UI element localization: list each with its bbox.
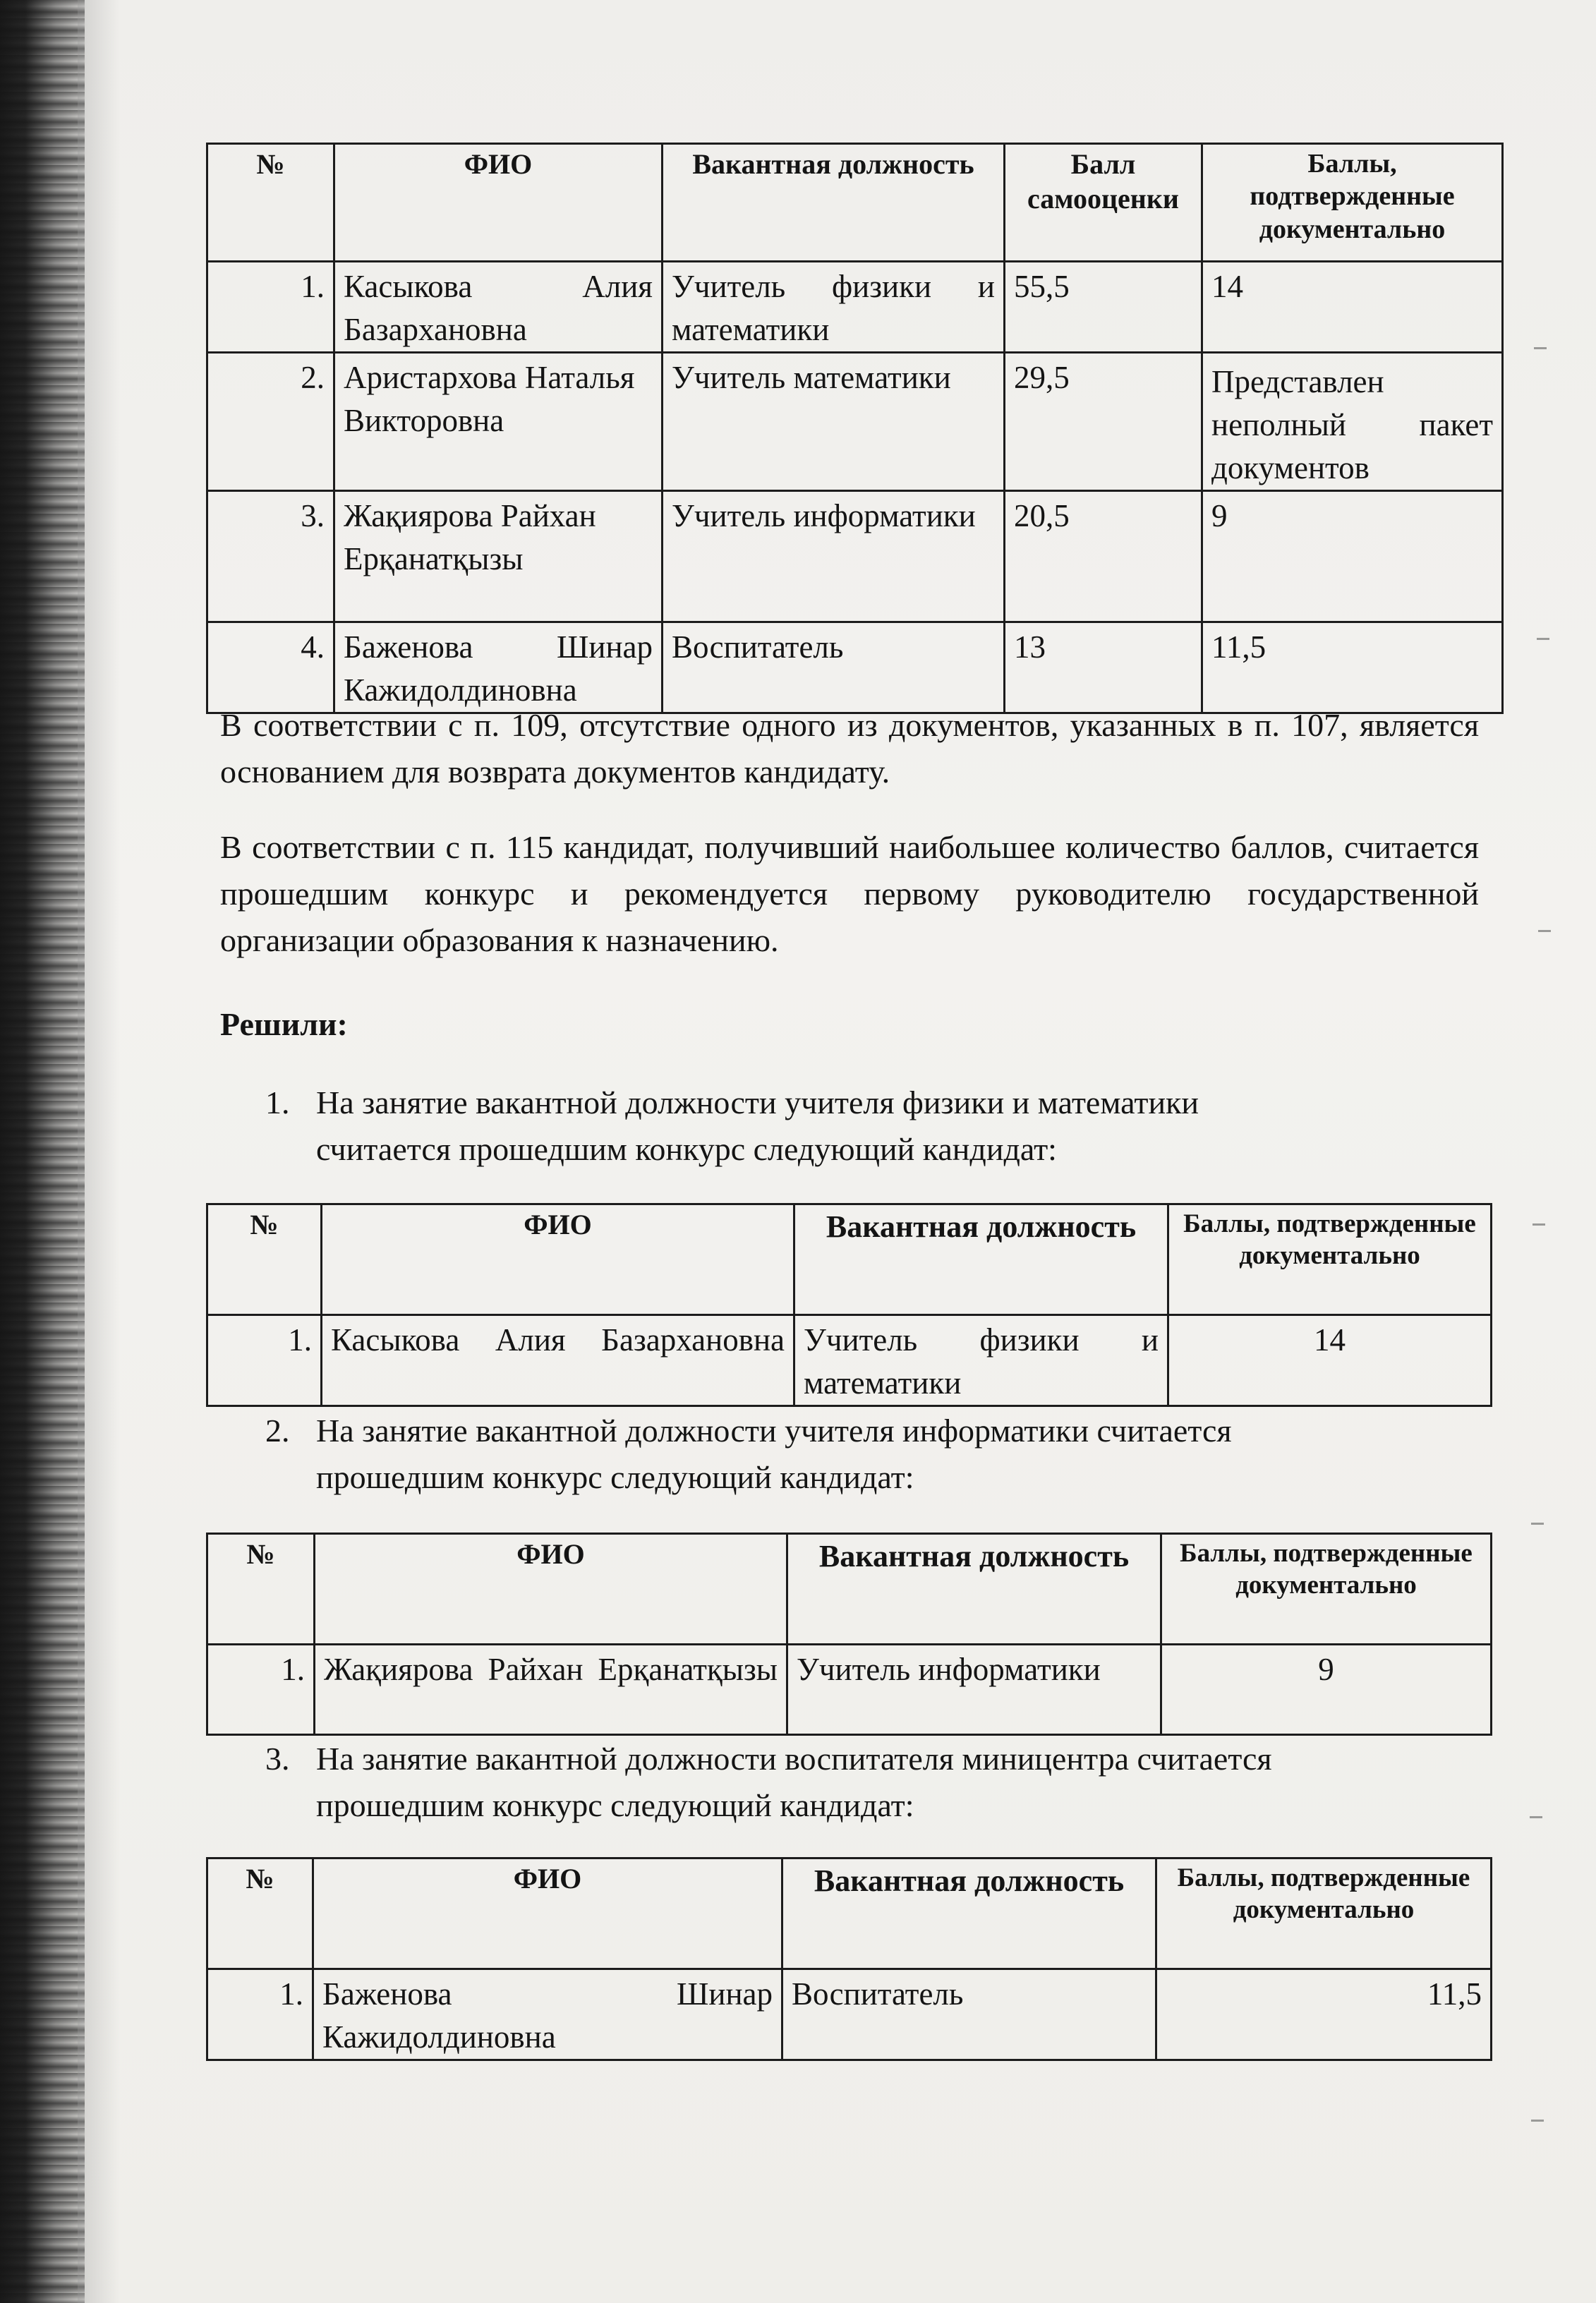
row-confirmed: 9: [1161, 1645, 1492, 1735]
header-self-score: Балл самооценки: [1005, 144, 1202, 262]
row-self-score: 29,5: [1005, 353, 1202, 491]
scan-mark: [1532, 1223, 1545, 1226]
row-self-score: 20,5: [1005, 491, 1202, 622]
row-self-score: 13: [1005, 622, 1202, 713]
header-fio: ФИО: [315, 1534, 787, 1645]
header-num: №: [207, 1858, 313, 1969]
row-fio: Аристархова Наталья Викторовна: [334, 353, 663, 491]
row-confirmed: 9: [1202, 491, 1503, 622]
table-row: [207, 262, 1503, 353]
scan-mark: [1531, 2120, 1544, 2122]
row-self-score: 55,5: [1005, 262, 1202, 353]
table-header-row: [207, 144, 1503, 262]
row-fio: Жақиярова Райхан Ерқанатқызы: [334, 491, 663, 622]
row-num: 1.: [207, 262, 334, 353]
header-position: Вакантная должность: [794, 1204, 1168, 1315]
header-position: Вакантная должность: [787, 1534, 1161, 1645]
row-confirmed: Представлен неполный пакет документов: [1202, 353, 1503, 491]
decision-number: 3.: [265, 1741, 290, 1777]
row-fio: Баженова Шинар Кажидолдиновна: [334, 622, 663, 713]
header-position: Вакантная должность: [782, 1858, 1156, 1969]
table-row: [207, 1645, 1492, 1735]
scan-mark: [1538, 930, 1551, 932]
decision-number: 1.: [265, 1084, 290, 1120]
header-fio: ФИО: [322, 1204, 794, 1315]
table-row: [207, 622, 1503, 713]
row-fio: Касыкова Алия Базархановна: [322, 1315, 794, 1406]
row-position: Воспитатель: [663, 622, 1005, 713]
paragraph-documents-return: В соответствии с п. 109, отсутствие одного из документов, указанных в п. 107, является основанием для возврата документов кандидату.: [220, 707, 1479, 790]
row-fio: Баженова Шинар Кажидолдиновна: [313, 1969, 782, 2060]
header-position: Вакантная должность: [663, 144, 1005, 262]
candidates-table: [206, 143, 1504, 714]
header-confirmed: Баллы, подтвержденные документально: [1168, 1204, 1492, 1315]
row-num: 2.: [207, 353, 334, 491]
table-header-row: [207, 1204, 1492, 1315]
header-num: №: [207, 1204, 322, 1315]
row-position: Воспитатель: [782, 1969, 1156, 2060]
scan-mark: [1534, 347, 1547, 349]
decision-text: На занятие вакантной должности учителя информатики считается прошедшим конкурс следующий кандидат:: [316, 1413, 1232, 1495]
row-num: 1.: [207, 1645, 315, 1735]
row-fio: Касыкова Алия Базархановна: [334, 262, 663, 353]
row-position: Учитель информатики: [663, 491, 1005, 622]
scan-mark: [1537, 638, 1549, 640]
scan-margin-fade: [78, 0, 120, 2303]
decision-item-2: [265, 1408, 1493, 1506]
row-confirmed: 11,5: [1156, 1969, 1492, 2060]
row-position: Учитель физики и математики: [663, 262, 1005, 353]
table-header-row: [207, 1858, 1492, 1969]
row-confirmed: 14: [1202, 262, 1503, 353]
table-row: [207, 1315, 1492, 1406]
scan-margin-shadow: [0, 0, 85, 2303]
decision-text: На занятие вакантной должности учителя физики и математики считается прошедшим конкурс следующий кандидат:: [316, 1084, 1199, 1167]
header-num: №: [207, 1534, 315, 1645]
header-confirmed: Баллы, подтвержденные документально: [1161, 1534, 1492, 1645]
decision-item-3: [265, 1736, 1493, 1834]
header-confirmed: Баллы, подтвержденные документально: [1156, 1858, 1492, 1969]
table-header-row: [207, 1534, 1492, 1645]
header-fio: ФИО: [313, 1858, 782, 1969]
decision-item-1: [265, 1080, 1493, 1178]
row-num: 4.: [207, 622, 334, 713]
row-position: Учитель информатики: [787, 1645, 1161, 1735]
header-fio: ФИО: [334, 144, 663, 262]
scan-mark: [1530, 1816, 1542, 1818]
result-table-educator: [206, 1857, 1492, 2061]
row-num: 3.: [207, 491, 334, 622]
header-confirmed: Баллы, подтвержденные документально: [1202, 144, 1503, 262]
table-row: [207, 491, 1503, 622]
table-row: [207, 1969, 1492, 2060]
row-num: 1.: [207, 1315, 322, 1406]
row-confirmed: 14: [1168, 1315, 1492, 1406]
result-table-physics-math: [206, 1203, 1492, 1407]
decided-heading: Решили:: [220, 1006, 348, 1042]
row-num: 1.: [207, 1969, 313, 2060]
decision-text: На занятие вакантной должности воспитателя миницентра считается прошедшим конкурс следующий кандидат:: [316, 1741, 1272, 1823]
header-num: №: [207, 144, 334, 262]
row-confirmed: 11,5: [1202, 622, 1503, 713]
row-position: Учитель математики: [663, 353, 1005, 491]
scan-mark: [1531, 1523, 1544, 1525]
result-table-informatics: [206, 1533, 1492, 1736]
paragraph-winner-rule: В соответствии с п. 115 кандидат, получивший наибольшее количество баллов, считается прошедшим конкурс и рекомендуется первому руководителю государственной организации образования к назначению.: [220, 829, 1479, 958]
table-row: [207, 353, 1503, 491]
decision-number: 2.: [265, 1413, 290, 1449]
row-position: Учитель физики и математики: [794, 1315, 1168, 1406]
row-fio: Жақиярова Райхан Ерқанатқызы: [315, 1645, 787, 1735]
